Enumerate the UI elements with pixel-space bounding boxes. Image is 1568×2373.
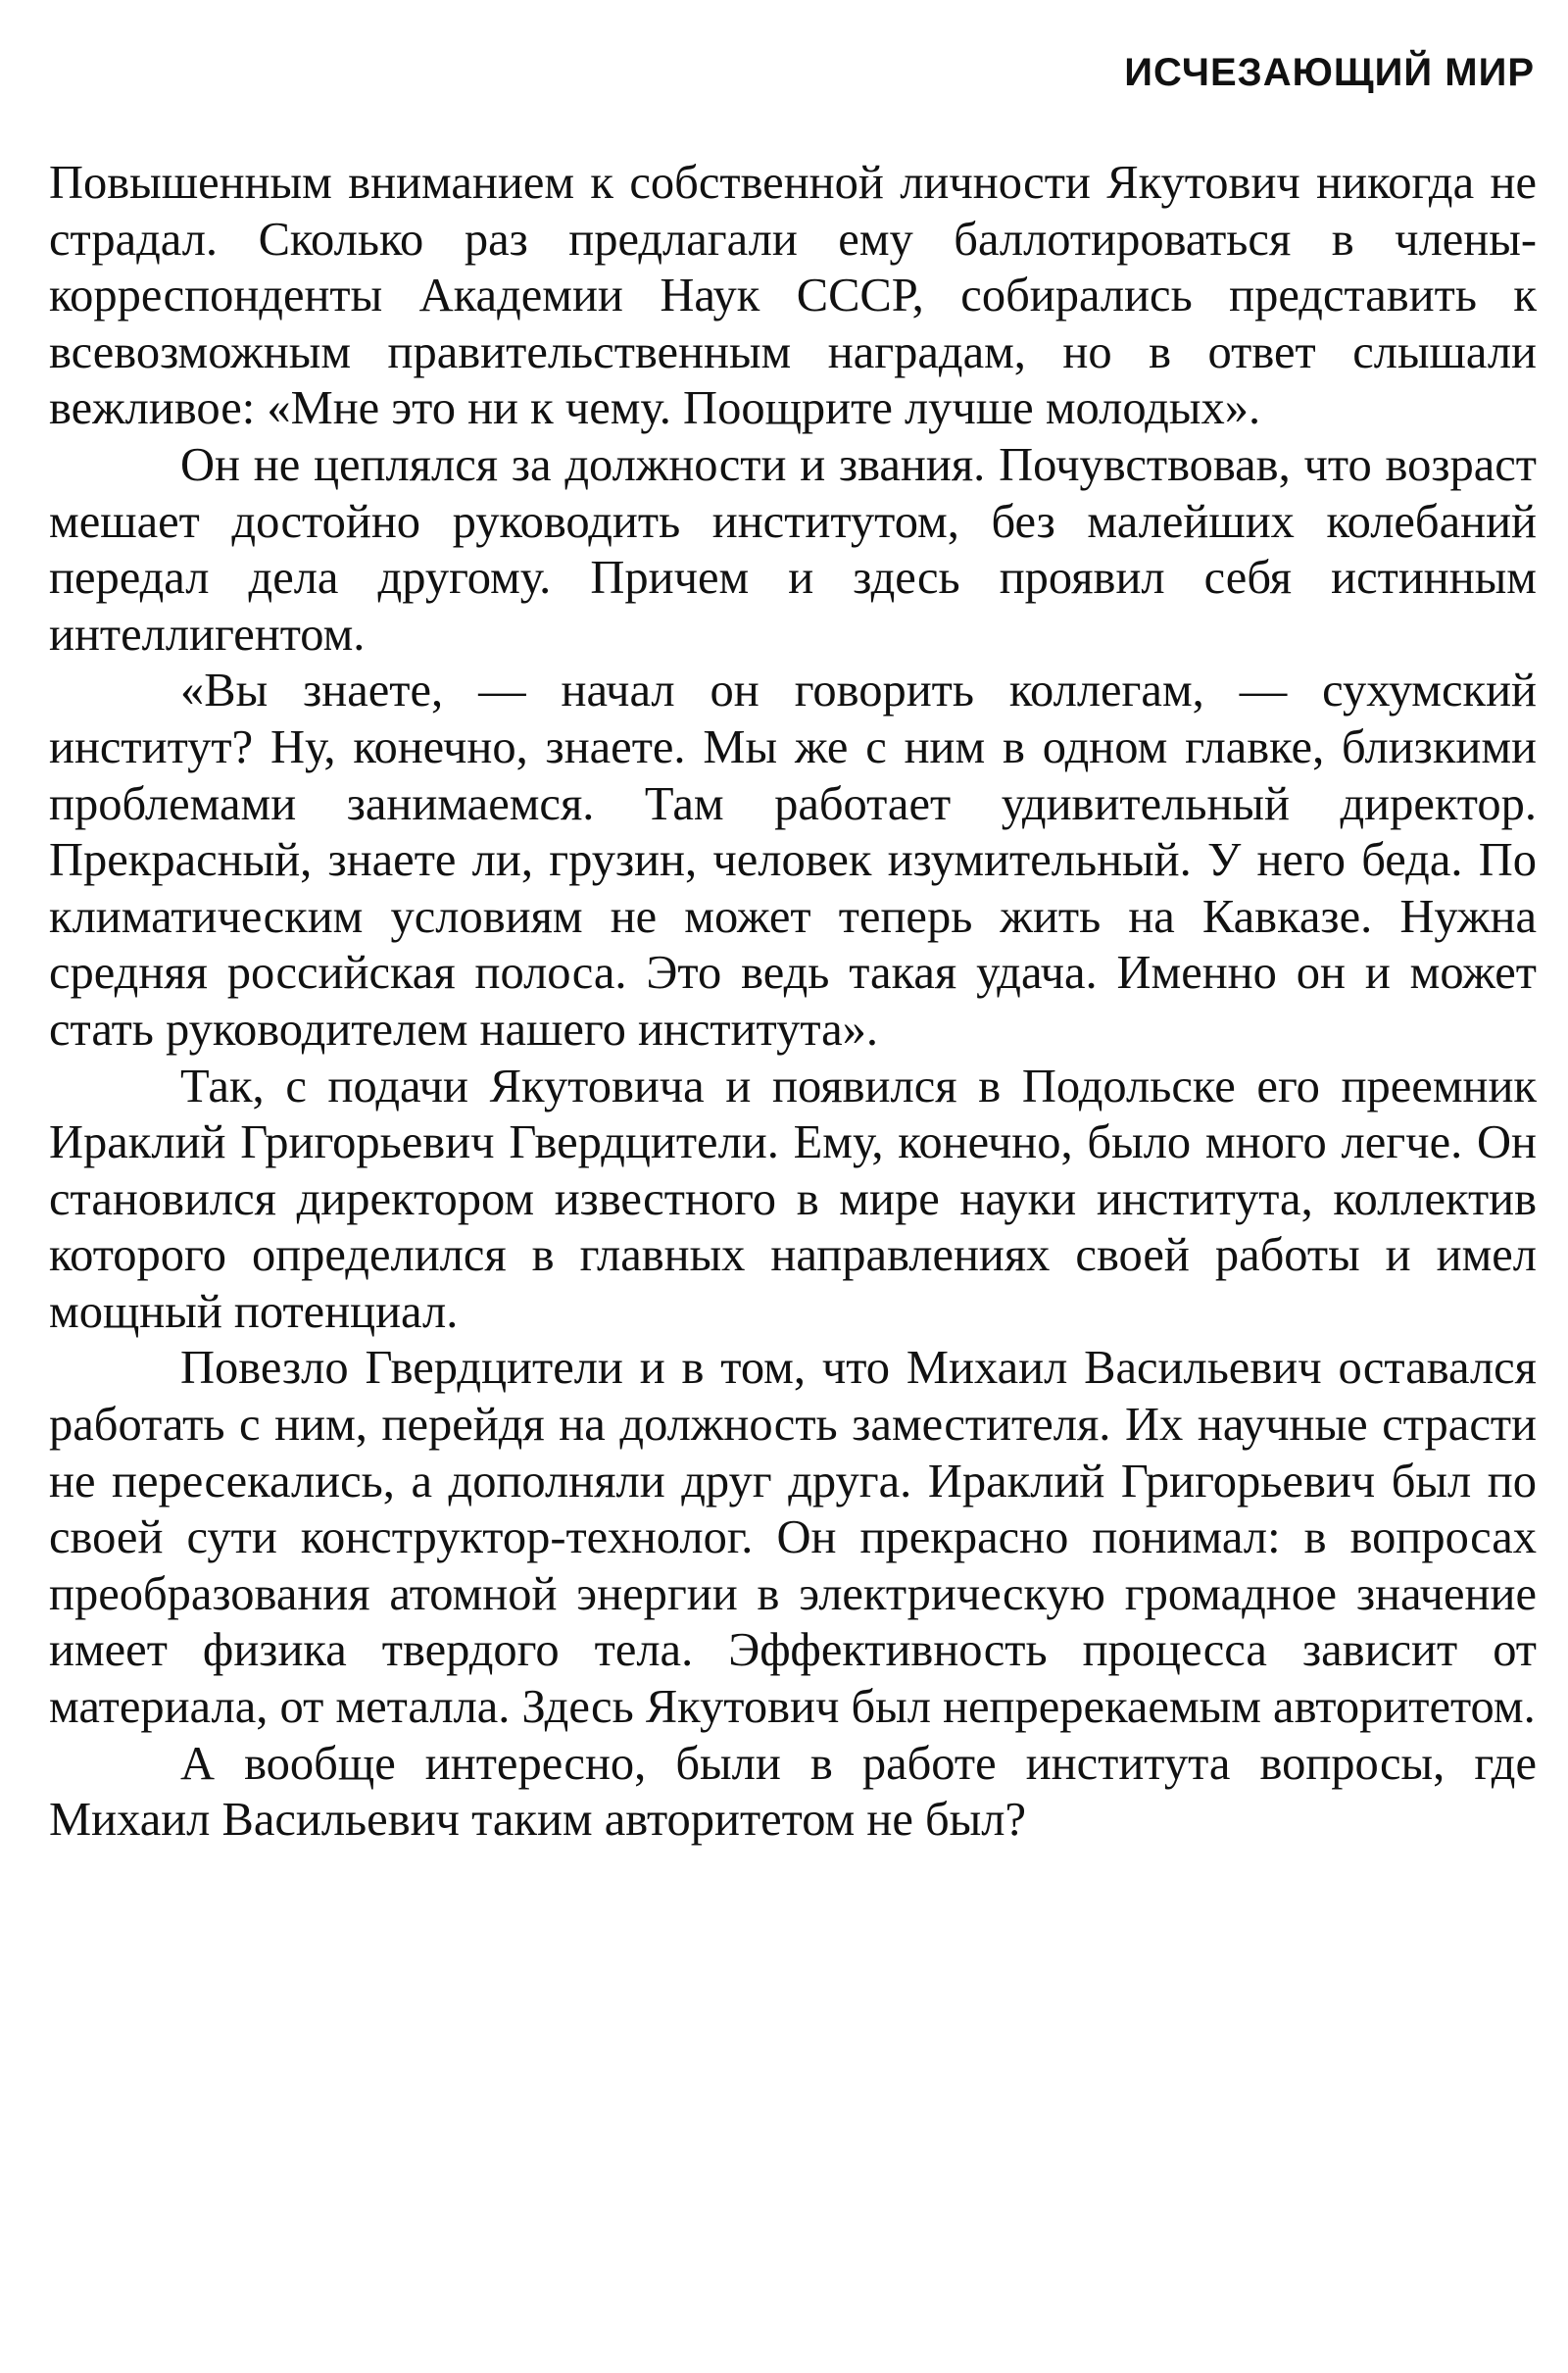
- paragraph-5: Повезло Гвердцители и в том, что Михаил Васильевич оставался работать с ним, перейдя на должность заместителя. Их научные страсти не пересекались, а дополняли друг друга. Ираклий Григорьевич был по своей сути конструктор-технолог. Он прекрасно понимал: в вопросах преобразования атомной энергии в электрическую громадное значение имеет физика твердого тела. Эффективность процесса зависит от материала, от металла. Здесь Якутович был непререкаемым авторитетом.: [49, 1342, 1537, 1734]
- running-head: ИСЧЕЗАЮЩИЙ МИР: [1124, 51, 1535, 94]
- paragraph-3: «Вы знаете, — начал он говорить коллегам, — сухумский институт? Ну, конечно, знаете. Мы же с ним в одном главке, близкими проблемами занимаемся. Там работает удивительный директор. Прекрасный, знаете ли, грузин, человек изумительный. У него беда. По климатическим условиям не может теперь жить на Кавказе. Нужна средняя российская полоса. Это ведь такая удача. Именно он и может стать руководителем нашего института».: [49, 665, 1537, 1056]
- body-text: [49, 155, 1537, 1849]
- paragraph-6: А вообще интересно, были в работе института вопросы, где Михаил Васильевич таким авторитетом не был?: [49, 1737, 1537, 1847]
- paragraph-4: Так, с подачи Якутовича и появился в Подольске его преемник Ираклий Григорьевич Гвердцители. Ему, конечно, было много легче. Он становился директором известного в мире науки института, коллектив которого определился в главных направлениях своей работы и имел мощный потенциал.: [49, 1060, 1537, 1338]
- paragraph-1: Повышенным вниманием к собственной личности Якутович никогда не страдал. Сколько раз предлагали ему баллотироваться в члены-корреспонденты Академии Наук СССР, собирались представить к всевозможным правительственным наградам, но в ответ слышали вежливое: «Мне это ни к чему. Поощрите лучше молодых».: [49, 157, 1537, 435]
- paragraph-2: Он не цеплялся за должности и звания. Почувствовав, что возраст мешает достойно руководить институтом, без малейших колебаний передал дела другому. Причем и здесь проявил себя истинным интеллигентом.: [49, 438, 1537, 661]
